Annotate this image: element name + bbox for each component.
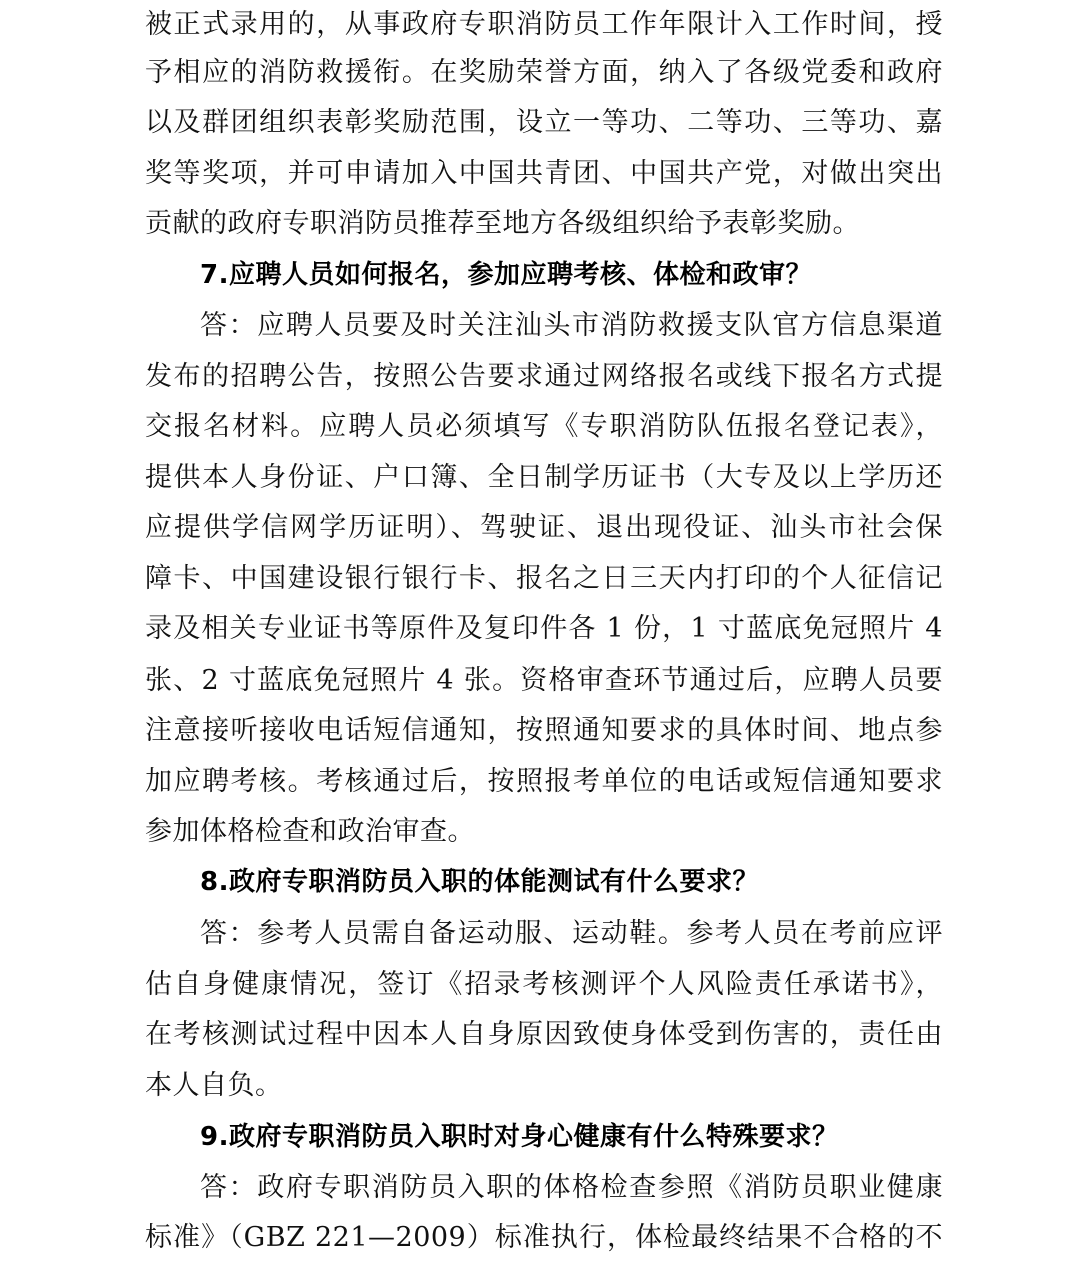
answer-line: 注意接听接收电话短信通知，按照通知要求的具体时间、地点参 [145,715,943,746]
answer-line: 答：政府专职消防员入职的体格检查参照《消防员职业健康 [200,1172,943,1203]
answer-line: 提供本人身份证、户口簿、全日制学历证书（大专及以上学历还 [145,462,943,493]
answer-line: 加应聘考核。考核通过后，按照报考单位的电话或短信通知要求 [145,766,943,797]
answer-line: 录及相关专业证书等原件及复印件各 1 份，1 寸蓝底免冠照片 4 [145,613,943,644]
question-heading-8: 8.政府专职消防员入职的体能测试有什么要求？ [200,867,759,897]
answer-line: 发布的招聘公告，按照公告要求通过网络报名或线下报名方式提 [145,361,943,392]
paragraph-line: 贡献的政府专职消防员推荐至地方各级组织给予表彰奖励。 [145,208,860,239]
answer-line: 应提供学信网学历证明）、驾驶证、退出现役证、汕头市社会保 [145,512,943,543]
answer-line: 本人自负。 [145,1070,283,1101]
answer-line: 估自身健康情况，签订《招录考核测评个人风险责任承诺书》， [145,969,943,1000]
answer-line: 参加体格检查和政治审查。 [145,816,475,847]
answer-line: 标准》（GBZ 221—2009）标准执行，体检最终结果不合格的不 [145,1222,943,1253]
paragraph-line: 被正式录用的，从事政府专职消防员工作年限计入工作时间，授 [145,9,943,40]
paragraph-line: 以及群团组织表彰奖励范围，设立一等功、二等功、三等功、嘉 [145,107,943,138]
answer-line: 答：应聘人员要及时关注汕头市消防救援支队官方信息渠道 [200,310,943,341]
question-heading-9: 9.政府专职消防员入职时对身心健康有什么特殊要求？ [200,1122,839,1152]
answer-line: 障卡、中国建设银行银行卡、报名之日三天内打印的个人征信记 [145,563,943,594]
paragraph-line: 予相应的消防救援衔。在奖励荣誉方面，纳入了各级党委和政府 [145,57,943,88]
answer-line: 在考核测试过程中因本人自身原因致使身体受到伤害的，责任由 [145,1019,943,1050]
answer-line: 交报名材料。应聘人员必须填写《专职消防队伍报名登记表》， [145,411,943,442]
paragraph-line: 奖等奖项，并可申请加入中国共青团、中国共产党，对做出突出 [145,158,943,189]
answer-line: 答：参考人员需自备运动服、运动鞋。参考人员在考前应评 [200,918,943,949]
answer-line: 张、2 寸蓝底免冠照片 4 张。资格审查环节通过后，应聘人员要 [145,665,943,696]
question-heading-7: 7.应聘人员如何报名，参加应聘考核、体检和政审？ [200,260,812,290]
